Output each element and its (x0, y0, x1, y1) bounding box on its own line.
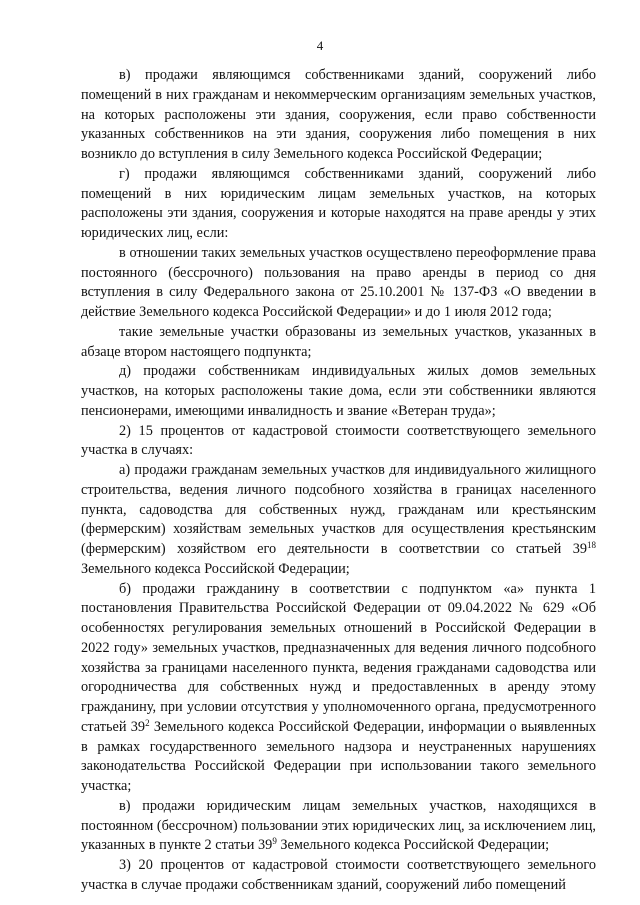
paragraph-text-tail: Земельного кодекса Российской Федерации, информации о выявленных в рамках государственного земельного надзора и неустраненных нарушениях законодательства Российской Федерации при использовании такого земельного участка; (81, 718, 596, 794)
paragraph-text: 3) 20 процентов от кадастровой стоимости соответствующего земельного участка в случае продажи собственникам зданий, сооружений либо помещений (81, 857, 596, 893)
paragraph-text: в отношении таких земельных участков осуществлено переоформление права постоянного (бессрочного) пользования на право аренды в период со дня вступления в силу Федерального закона от 25.10.2001 № 137-ФЗ «О введении в действие Земельного кодекса Российской Федерации» и до 1 июля 2012 года; (81, 244, 596, 320)
paragraph-text: г) продажи являющимся собственниками зданий, сооружений либо помещений в них юридическим лицам земельных участков, на которых расположены эти здания, сооружения и которые находятся на праве аренды у этих юридических лиц, если: (81, 165, 596, 241)
paragraph-b-sale-per-decree-629 (81, 580, 596, 797)
paragraph-item-2-fifteen-percent (81, 422, 596, 462)
paragraph-text: д) продажи собственникам индивидуальных жилых домов земельных участков, на которых расположены такие дома, если эти собственники являются пенсионерами, имеющими инвалидность и звание «Ветеран труда»; (81, 363, 596, 419)
paragraph-text: в) продажи юридическим лицам земельных участков, находящихся в постоянном (бессрочном) пользовании этих юридических лиц, за исключением лиц, указанных в пункте 2 статьи 39 (81, 797, 596, 854)
paragraph-g-sale-to-legal-entities (81, 165, 596, 244)
article-superscript: 2 (145, 717, 150, 728)
paragraph-text-tail: Земельного кодекса Российской Федерации; (276, 837, 550, 854)
paragraph-text: а) продажи гражданам земельных участков для индивидуального жилищного строительства, ведения личного подсобного хозяйства в границах населенного пункта, садоводства для собственных нужд, гражданам или крестьянским (фермерским) хозяйствам земельных участков для осуществления крестьянским (фермерским) хозяйством его деятельности в соответствии со статьей 39 (81, 462, 596, 557)
paragraph-d-sale-to-pensioners (81, 362, 596, 421)
paragraph-plots-formed (81, 323, 596, 363)
paragraph-v-sale-to-owners-citizens (81, 66, 596, 165)
paragraph-text: б) продажи гражданину в соответствии с подпунктом «а» пункта 1 постановления Правительства Российской Федерации от 09.04.2022 № 629 «Об особенностях регулирования земельных отношений в Российской Федерации в 2022 году» земельных участков, предназначенных для ведения личного подсобного хозяйства за границами населенного пункта, ведения гражданами садоводства или огородничества для собственных нужд и предоставленных в аренду этому гражданину, при условии отсутствия у уполномоченного органа, предусмотренного статьей 39 (81, 580, 596, 735)
paragraph-item-3-twenty-percent (81, 856, 596, 896)
document-body (81, 66, 596, 896)
paragraph-a-sale-to-citizens (81, 461, 596, 580)
paragraph-lease-reformalization (81, 244, 596, 323)
paragraph-text: 2) 15 процентов от кадастровой стоимости соответствующего земельного участка в случаях: (81, 422, 596, 459)
paragraph-text: в) продажи являющимся собственниками зданий, сооружений либо помещений в них гражданам и некоммерческим организациям земельных участков, на которых расположены эти здания, сооружения, если право собственности указанных собственников на эти здания, сооружения либо помещения в них возникло до вступления в силу Земельного кодекса Российской Федерации; (81, 67, 596, 162)
paragraph-v-sale-to-permanent-users (81, 797, 596, 856)
paragraph-text: такие земельные участки образованы из земельных участков, указанных в абзаце втором настоящего подпункта; (81, 323, 596, 360)
article-superscript: 9 (272, 836, 277, 847)
paragraph-text-tail: Земельного кодекса Российской Федерации; (81, 560, 350, 577)
article-superscript: 18 (587, 540, 596, 550)
page-number: 4 (316, 38, 324, 53)
